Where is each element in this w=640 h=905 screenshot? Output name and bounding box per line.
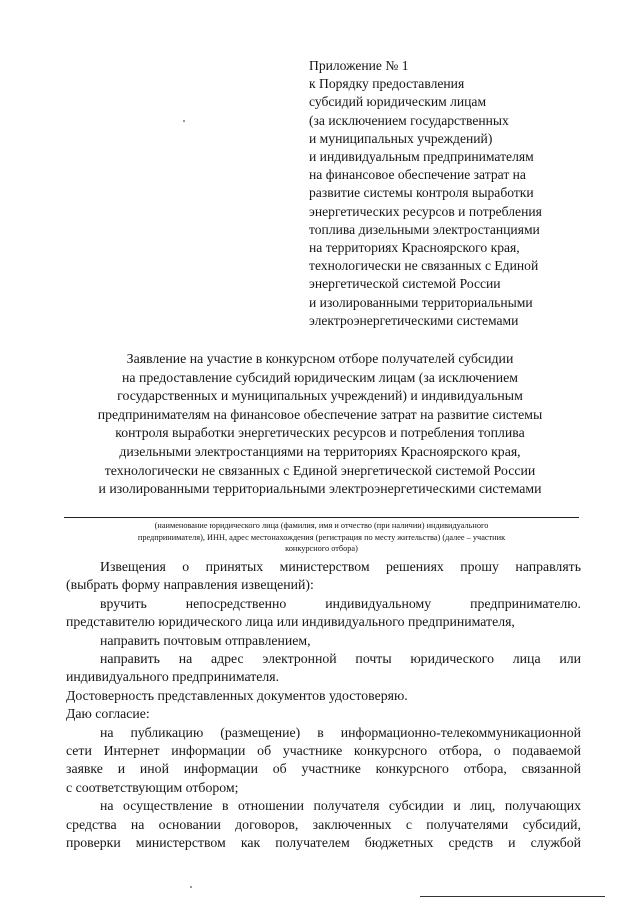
appendix-line: и индивидуальным предпринимателям [309,149,534,165]
title-line: и изолированными территориальными электроэнергетическими системами [98,481,542,497]
consent-audit-line: проверки министерством как получателем бюджетных средств и службой [66,835,581,851]
consent-publication-line: заявке и иной информации об участнике конкурсного отбора, связанной [66,761,581,777]
appendix-line: развитие системы контроля выработки [309,185,534,201]
appendix-heading [309,57,599,330]
caption-line: конкурсного отбора) [285,544,358,553]
consent-publication-line: на публикацию (размещение) в информационно-телекоммуникационной [100,724,581,740]
title-line: на предоставление субсидий юридическим лицам (за исключением [122,369,518,385]
caption-line: предпринимателя), ИНН, адрес местонахождения (регистрация по месту жительства) (далее – участник [137,532,506,542]
signature-line [420,896,605,897]
appendix-line: технологически не связанных с Единой [309,258,539,274]
title-line: государственных и муниципальных учреждений) и индивидуальным [117,388,523,404]
appendix-line: и изолированными территориальными [309,294,533,310]
consent-audit-line: средства на основании договоров, заключенных с получателями субсидий, [66,816,581,832]
reliability-statement: Достоверность представленных документов удостоверяю. [66,687,408,703]
appendix-line: на финансовое обеспечение затрат на [309,167,526,183]
title-line: Заявление на участие в конкурсном отборе получателей субсидии [126,351,514,366]
appendix-line: электроэнергетическими системами [309,312,519,328]
delivery-option-email-cont: индивидуального предпринимателя. [66,669,280,685]
scan-speck [183,120,185,122]
appendix-line: энергетических ресурсов и потребления [309,203,542,219]
consent-audit-line: на осуществление в отношении получателя субсидии и лиц, получающих [100,798,581,814]
applicant-field-caption [64,520,579,555]
application-title [60,350,580,499]
notice-paragraph-line: Извещения о принятых министерством решениях прошу направлять [100,559,581,574]
appendix-line: субсидий юридическим лицам [309,94,487,110]
caption-line: (наименование юридического лица (фамилия, имя и отчество (при наличии) индивидуального [154,521,489,530]
consent-publication-line: с соответствующим отбором; [66,779,239,795]
appendix-line: энергетической системой России [309,276,501,292]
title-line: технологически не связанных с Единой энергетической системой России [104,462,536,478]
consent-heading: Даю согласие: [66,706,150,722]
appendix-line: (за исключением государственных [309,112,509,128]
applicant-name-line [64,517,579,518]
consent-publication-line: сети Интернет информации об участнике конкурсного отбора, о подаваемой [66,743,581,759]
title-line: дизельными электростанциями на территориях Красноярского края, [119,443,521,459]
delivery-option-hand-cont: представителю юридического лица или индивидуального предпринимателя, [66,614,515,630]
title-line: контроля выработки энергетических ресурсов и потребления топлива [115,425,525,441]
title-line: предпринимателям на финансовое обеспечение затрат на развитие системы [97,406,543,422]
appendix-line: и муниципальных учреждений) [309,130,493,146]
delivery-option-email: направить на адрес электронной почты юридического лица или [100,651,581,667]
appendix-line: к Порядку предоставления [309,76,465,92]
notice-paragraph-line: (выбрать форму направления извещений): [66,577,314,593]
appendix-line: топлива дизельными электростанциями [309,221,540,237]
application-body [66,558,581,853]
appendix-line: на территориях Красноярского края, [309,240,520,256]
appendix-line: Приложение № 1 [309,58,409,73]
delivery-option-hand: вручить непосредственно индивидуальному предпринимателю. [100,595,581,611]
delivery-option-post: направить почтовым отправлением, [100,632,311,648]
scan-speck [190,886,192,888]
